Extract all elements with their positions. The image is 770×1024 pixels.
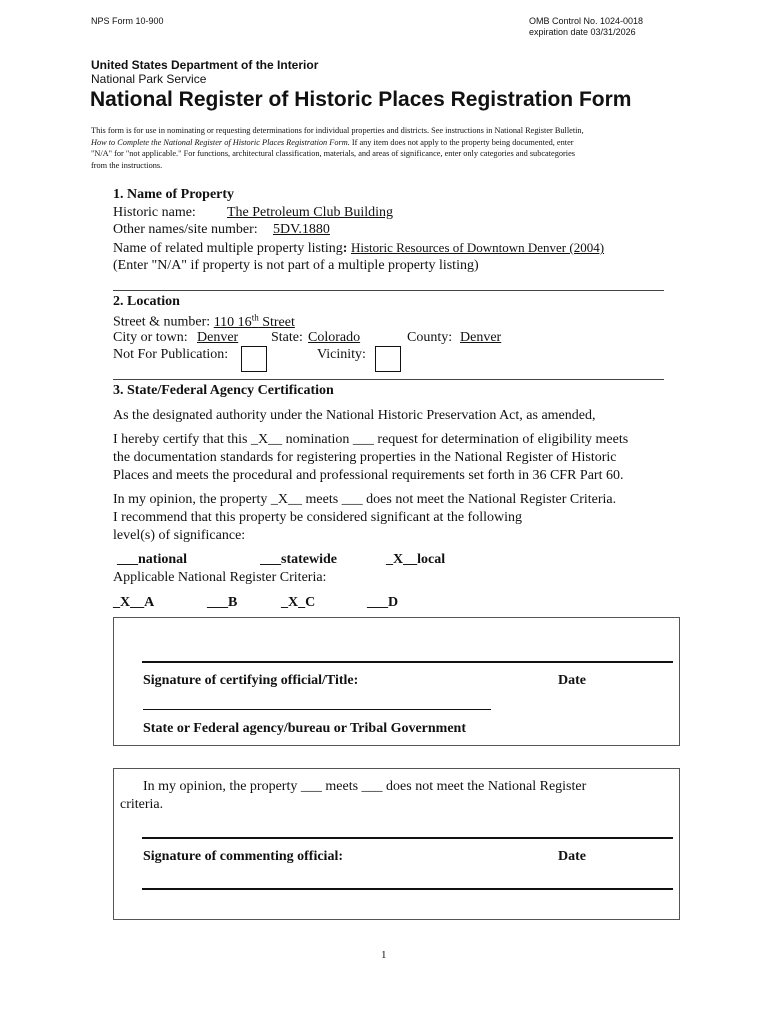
- certify-text-c: request for determination of eligibility meets: [377, 432, 629, 447]
- section-2-heading: 2. Location: [113, 294, 180, 309]
- county-value: Denver: [460, 330, 502, 345]
- other-names-value: 5DV.1880: [273, 222, 330, 237]
- opinion-text-a: In my opinion, the property: [113, 492, 268, 507]
- related-listing-value: Historic Resources of Downtown Denver (2004): [350, 240, 605, 255]
- agency-signature-line[interactable]: [143, 709, 491, 710]
- certifying-signature-line[interactable]: [142, 661, 673, 663]
- criterion-c-mark: _X_: [281, 595, 306, 610]
- intro-line-3: "N/A" for "not applicable." For functions, architectural classification, materials, and areas of significance, enter only categories and subcategories: [91, 149, 575, 158]
- opinion-text-b: meets: [305, 492, 339, 507]
- criterion-d: [367, 595, 398, 611]
- historic-name-value: The Petroleum Club Building: [227, 205, 394, 220]
- commenting-bottom-line[interactable]: [142, 888, 673, 890]
- does-not-meet-mark: ___: [341, 492, 363, 507]
- service-name: National Park Service: [91, 72, 207, 86]
- comment-opinion-text-b: does not meet the National Register: [386, 779, 587, 794]
- comment-opinion-line: [143, 779, 586, 795]
- state-label: State:: [271, 330, 303, 345]
- commenting-date-label: Date: [558, 849, 586, 864]
- street-row: [113, 312, 295, 331]
- opinion-line: [113, 492, 616, 508]
- section-3-heading: 3. State/Federal Agency Certification: [113, 383, 334, 398]
- criterion-d-label: D: [388, 595, 399, 610]
- criterion-b-mark: ___: [207, 595, 228, 610]
- section-divider: [113, 379, 664, 380]
- level-statewide-label: statewide: [281, 552, 337, 567]
- level-national-mark: ___: [117, 552, 138, 567]
- na-note: (Enter "N/A" if property is not part of a multiple property listing): [113, 258, 479, 273]
- intro-line-4: from the instructions.: [91, 160, 163, 170]
- criterion-c-label: C: [305, 595, 316, 610]
- related-listing-row: [113, 240, 604, 257]
- other-names-label: Other names/site number:: [113, 222, 258, 237]
- street-value: [213, 312, 295, 330]
- intro-line-2-rest: If any item does not apply to the property being documented, enter: [349, 137, 574, 147]
- comment-meets-mark: ___: [300, 779, 322, 794]
- criteria-label: Applicable National Register Criteria:: [113, 570, 327, 585]
- criterion-b: [207, 595, 237, 611]
- vicinity-label: Vicinity:: [317, 347, 366, 362]
- level-local: [386, 552, 445, 568]
- level-local-mark: _X__: [386, 552, 418, 567]
- intro-paragraph: [91, 125, 584, 171]
- opinion-text-c: does not meet the National Register Criteria.: [366, 492, 617, 507]
- form-number: NPS Form 10-900: [91, 16, 164, 26]
- historic-name-label: Historic name:: [113, 205, 196, 220]
- section-divider: [113, 290, 664, 291]
- criterion-c: [281, 595, 315, 611]
- certify-line-3: Places and meets the procedural and professional requirements set forth in 36 CFR Part 60.: [113, 468, 624, 483]
- authority-statement: As the designated authority under the National Historic Preservation Act, as amended,: [113, 408, 596, 423]
- level-statewide-mark: ___: [260, 552, 281, 567]
- meets-mark: _X__: [270, 492, 302, 507]
- certify-line-1: [113, 432, 628, 448]
- levels-line: level(s) of significance:: [113, 528, 246, 543]
- omb-control-number: OMB Control No. 1024-0018: [529, 16, 644, 26]
- commenting-signature-label: Signature of commenting official:: [143, 849, 343, 864]
- street-number: 110 16: [213, 314, 252, 330]
- street-name: Street: [258, 314, 295, 330]
- intro-line-2: [91, 137, 584, 149]
- criterion-a-mark: _X__: [113, 595, 145, 610]
- comment-meets-label: meets: [325, 779, 359, 794]
- state-value: Colorado: [308, 330, 361, 345]
- expiration-date: expiration date 03/31/2026: [529, 27, 636, 37]
- level-local-label: local: [417, 552, 446, 567]
- city-label: City or town:: [113, 330, 188, 345]
- comment-does-not-meet-mark: ___: [361, 779, 383, 794]
- related-listing-label: Name of related multiple property listing: [113, 241, 343, 256]
- form-title: National Register of Historic Places Registration Form: [90, 88, 632, 111]
- street-suffix: th: [251, 312, 259, 322]
- street-label: Street & number:: [113, 314, 211, 330]
- criterion-a: [113, 595, 154, 611]
- vicinity-checkbox[interactable]: [375, 346, 401, 372]
- section-1-heading: 1. Name of Property: [113, 187, 235, 202]
- certifying-date-label: Date: [558, 673, 586, 688]
- agency-label: State or Federal agency/bureau or Tribal Government: [143, 721, 467, 736]
- not-for-publication-label: Not For Publication:: [113, 347, 229, 362]
- criterion-a-label: A: [144, 595, 155, 610]
- intro-bulletin-title: How to Complete the National Register of Historic Places Registration Form.: [91, 137, 350, 147]
- nomination-mark: _X__: [251, 432, 283, 447]
- criterion-b-label: B: [228, 595, 238, 610]
- comment-opinion-text-a: In my opinion, the property: [143, 779, 298, 794]
- related-listing-colon: :: [342, 241, 348, 256]
- department-name: United States Department of the Interior: [91, 58, 319, 72]
- commenting-signature-line[interactable]: [142, 837, 673, 839]
- certify-text-a: I hereby certify that this: [113, 432, 248, 447]
- certify-line-2: the documentation standards for registering properties in the National Register of Historic: [113, 450, 617, 465]
- recommend-line: I recommend that this property be considered significant at the following: [113, 510, 522, 525]
- level-national-label: national: [138, 552, 188, 567]
- page-number: 1: [381, 949, 387, 961]
- intro-line-1: This form is for use in nominating or requesting determinations for individual properties and districts. See instructions in National Register Bulletin,: [91, 126, 584, 135]
- not-for-publication-checkbox[interactable]: [241, 346, 267, 372]
- county-label: County:: [407, 330, 453, 345]
- request-mark: ___: [352, 432, 374, 447]
- level-statewide: [260, 552, 337, 568]
- criterion-d-mark: ___: [367, 595, 388, 610]
- certifying-signature-label: Signature of certifying official/Title:: [143, 673, 359, 688]
- level-national: [117, 552, 187, 568]
- city-value: Denver: [197, 330, 239, 345]
- comment-criteria-word: criteria.: [120, 797, 164, 812]
- certify-text-b: nomination: [285, 432, 350, 447]
